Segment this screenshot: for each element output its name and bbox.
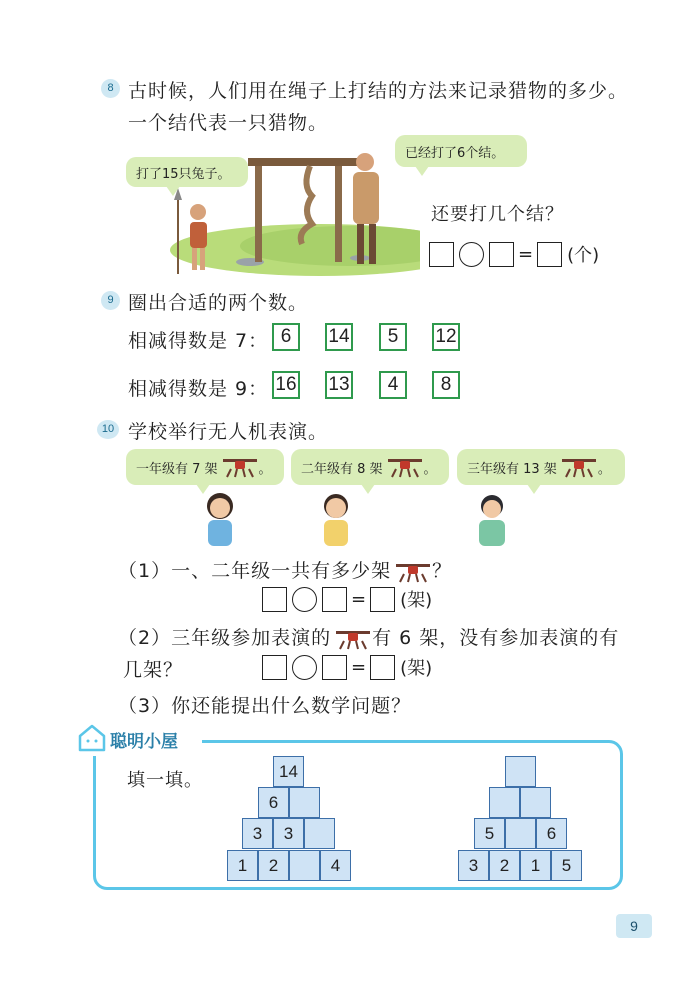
girl2-illustration [316,490,356,548]
question-number-10: 10 [97,420,119,439]
pyramid2-cell[interactable] [505,756,536,787]
q9-title: 圈出合适的两个数。 [128,292,309,314]
number-box[interactable]: 12 [432,323,460,351]
number-box[interactable]: 5 [379,323,407,351]
operator-circle[interactable] [459,242,484,267]
pyramid1-cell[interactable]: 4 [320,850,351,881]
pyramid2-cell[interactable] [520,787,551,818]
drone-icon [221,456,259,478]
pyramid1-cell[interactable]: 2 [258,850,289,881]
drone-icon [334,628,372,650]
smart-house-header [76,724,202,756]
number-box[interactable]: 13 [325,371,353,399]
smart-house-title: 聪明小屋 [110,732,178,752]
pyramid1-cell[interactable]: 6 [258,787,289,818]
unit-label: (架) [400,658,433,679]
bubble-grade1: 一年级有 7 架 。 [126,449,284,485]
q10-part1: （1）一、二年级一共有多少架 ？ [118,560,453,582]
operator-circle[interactable] [292,587,317,612]
q8-equation [429,241,599,267]
house-icon [78,724,106,752]
pyramid1-cell[interactable] [289,787,320,818]
equals-sign: = [351,656,367,678]
pyramid1-cell[interactable] [289,850,320,881]
number-box[interactable]: 6 [272,323,300,351]
pyramid2-cell[interactable]: 5 [474,818,505,849]
pyramid2-cell[interactable] [505,818,536,849]
answer-box[interactable] [429,242,454,267]
q10-part2-line2: 几架？ [123,659,184,681]
pyramid1-cell[interactable] [304,818,335,849]
q9-row1-label: 相减得数是 7： [128,330,269,352]
q8-question: 还要打几个结？ [431,204,564,225]
answer-box[interactable] [537,242,562,267]
pyramid2-cell[interactable]: 6 [536,818,567,849]
question-number-8: 8 [101,79,120,98]
bubble-grade2: 二年级有 8 架 。 [291,449,449,485]
q10-part3: （3）你还能提出什么数学问题？ [118,695,412,717]
answer-box[interactable] [262,655,287,680]
drone-icon [560,456,598,478]
pyramid1-cell[interactable]: 14 [273,756,304,787]
pyramid1-cell[interactable]: 3 [273,818,304,849]
number-box[interactable]: 14 [325,323,353,351]
q8-text-line2: 一个结代表一只猎物。 [128,112,329,134]
answer-box[interactable] [370,655,395,680]
question-number-9: 9 [101,291,120,310]
pyramid2-cell[interactable]: 5 [551,850,582,881]
bubble-grade3: 三年级有 13 架 。 [457,449,625,485]
q10-part1-equation [262,586,432,612]
smart-house-prompt: 填一填。 [127,770,203,791]
drone-icon [394,561,432,583]
number-box[interactable]: 16 [272,371,300,399]
answer-box[interactable] [322,655,347,680]
equals-sign: = [518,243,534,265]
number-box[interactable]: 8 [432,371,460,399]
q8-text-line1: 古时候，人们用在绳子上打结的方法来记录猎物的多少。 [128,80,629,102]
unit-label: (架) [400,590,433,611]
answer-box[interactable] [489,242,514,267]
pyramid1-cell[interactable]: 3 [242,818,273,849]
q10-part2-line1: （2）三年级参加表演的 有 6 架，没有参加表演的有 [118,627,620,649]
bubble-adult: 已经打了6个结。 [395,135,527,167]
answer-box[interactable] [262,587,287,612]
q10-title: 学校举行无人机表演。 [128,421,329,443]
pyramid2-cell[interactable] [489,787,520,818]
q10-part2-equation [262,654,432,680]
girl-illustration [200,490,240,548]
pyramid2-cell[interactable]: 3 [458,850,489,881]
answer-box[interactable] [370,587,395,612]
number-box[interactable]: 4 [379,371,407,399]
equals-sign: = [351,588,367,610]
pyramid1-cell[interactable]: 1 [227,850,258,881]
answer-box[interactable] [322,587,347,612]
page-number: 9 [616,914,652,938]
pyramid2-cell[interactable]: 1 [520,850,551,881]
pyramid2-cell[interactable]: 2 [489,850,520,881]
operator-circle[interactable] [292,655,317,680]
drone-icon [386,456,424,478]
boy-illustration [470,492,512,548]
unit-label: (个) [567,245,600,266]
bubble-child: 打了15只兔子。 [126,157,248,187]
q9-row2-label: 相减得数是 9： [128,378,269,400]
